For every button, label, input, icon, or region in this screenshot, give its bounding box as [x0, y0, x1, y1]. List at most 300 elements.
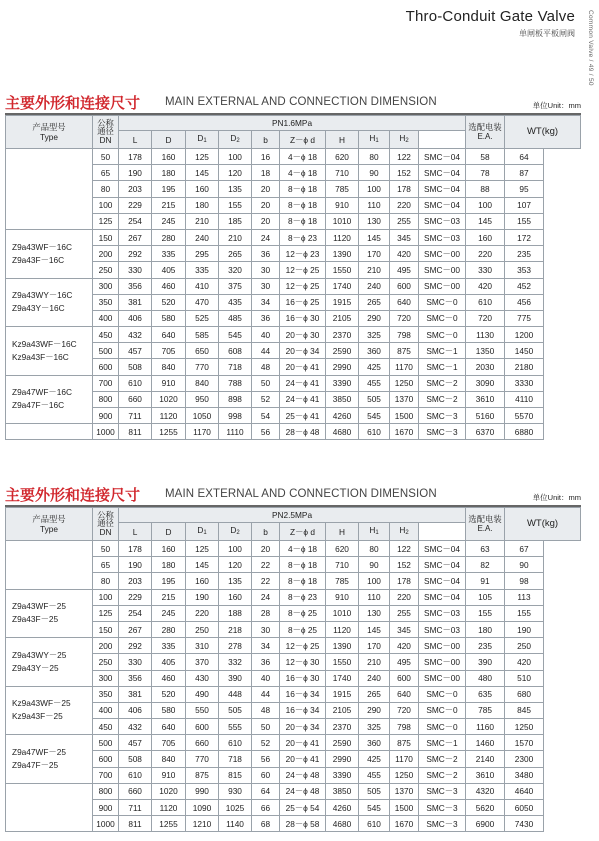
cell-D1: 180 — [186, 197, 219, 213]
cell-D2: 610 — [219, 735, 252, 751]
col-D1: D1 — [186, 523, 219, 541]
cell-b: 36 — [252, 310, 280, 326]
cell-wt1: 3610 — [466, 391, 505, 407]
cell-dn: 450 — [93, 719, 119, 735]
cell-bolt: 4－ϕ 18 — [280, 149, 326, 165]
cell-L: 711 — [119, 408, 152, 424]
side-page-label: Common Valve / 49 / 50 — [587, 10, 594, 86]
cell-b: 68 — [252, 816, 280, 832]
cell-bolt: 20－ϕ 34 — [280, 719, 326, 735]
cell-D2: 608 — [219, 343, 252, 359]
cell-L: 381 — [119, 686, 152, 702]
cell-dn: 600 — [93, 751, 119, 767]
model-name: Z9a47F－25 — [12, 760, 59, 771]
cell-H1: 145 — [359, 621, 390, 637]
cell-D1: 190 — [186, 589, 219, 605]
table-row — [6, 246, 581, 262]
cell-dn: 350 — [93, 686, 119, 702]
col-H2: H2 — [390, 523, 419, 541]
model-name: Z9a47F－16C — [12, 400, 65, 411]
cell-H1: 505 — [359, 391, 390, 407]
model-cell — [6, 638, 93, 687]
cell-b: 22 — [252, 573, 280, 589]
cell-wt1: 3090 — [466, 375, 505, 391]
cell-H1: 110 — [359, 589, 390, 605]
cell-D1: 600 — [186, 719, 219, 735]
cell-bolt: 20－ϕ 41 — [280, 751, 326, 767]
model-name: Z9a43WY－25 — [12, 649, 67, 660]
cell-D2: 555 — [219, 719, 252, 735]
model-cell — [6, 589, 93, 638]
cell-wt1: 88 — [466, 181, 505, 197]
cell-ea: SMC－03 — [419, 229, 466, 245]
cell-dn: 65 — [93, 165, 119, 181]
cell-wt1: 78 — [466, 165, 505, 181]
cell-H1: 545 — [359, 408, 390, 424]
cell-D2: 898 — [219, 391, 252, 407]
cell-wt1: 5160 — [466, 408, 505, 424]
cell-b: 48 — [252, 702, 280, 718]
cell-ea: SMC－2 — [419, 767, 466, 783]
cell-dn: 100 — [93, 197, 119, 213]
cell-b: 20 — [252, 213, 280, 229]
cell-H2: 122 — [390, 149, 419, 165]
cell-ea: SMC－2 — [419, 375, 466, 391]
cell-L: 610 — [119, 375, 152, 391]
cell-H2: 1670 — [390, 424, 419, 440]
cell-wt2: 1250 — [505, 719, 544, 735]
cell-bolt: 8－ϕ 18 — [280, 573, 326, 589]
cell-dn: 700 — [93, 375, 119, 391]
table-row — [6, 638, 581, 654]
cell-dn: 150 — [93, 621, 119, 637]
cell-H: 2990 — [326, 751, 359, 767]
col-model: 产品型号 Type — [6, 508, 93, 541]
cell-wt1: 63 — [466, 541, 505, 557]
cell-H2: 345 — [390, 229, 419, 245]
table-row — [6, 605, 581, 621]
cell-D1: 240 — [186, 229, 219, 245]
cell-L: 457 — [119, 735, 152, 751]
cell-ea: SMC－00 — [419, 654, 466, 670]
cell-H: 1120 — [326, 229, 359, 245]
cell-D2: 135 — [219, 181, 252, 197]
dimension-section-pn25 — [5, 484, 581, 832]
cell-D2: 120 — [219, 165, 252, 181]
cell-L: 406 — [119, 702, 152, 718]
cell-H: 785 — [326, 181, 359, 197]
cell-wt2: 64 — [505, 149, 544, 165]
cell-D2: 390 — [219, 670, 252, 686]
col-L: L — [119, 131, 152, 149]
cell-wt1: 100 — [466, 197, 505, 213]
col-H2: H2 — [390, 131, 419, 149]
cell-wt1: 610 — [466, 294, 505, 310]
cell-H2: 798 — [390, 327, 419, 343]
cell-D1: 310 — [186, 638, 219, 654]
cell-D2: 505 — [219, 702, 252, 718]
cell-D: 705 — [152, 343, 186, 359]
cell-D2: 1110 — [219, 424, 252, 440]
cell-L: 610 — [119, 767, 152, 783]
cell-wt1: 420 — [466, 278, 505, 294]
cell-D1: 525 — [186, 310, 219, 326]
model-name: Z9a47WF－25 — [12, 747, 66, 758]
cell-wt1: 58 — [466, 149, 505, 165]
cell-wt2: 2300 — [505, 751, 544, 767]
cell-D: 335 — [152, 638, 186, 654]
cell-b: 34 — [252, 638, 280, 654]
cell-bolt: 24－ϕ 41 — [280, 375, 326, 391]
col-dn: 公称 通径 DN — [93, 508, 119, 541]
cell-wt2: 2180 — [505, 359, 544, 375]
cell-D1: 1170 — [186, 424, 219, 440]
cell-H: 2990 — [326, 359, 359, 375]
cell-D2: 278 — [219, 638, 252, 654]
cell-H1: 425 — [359, 751, 390, 767]
cell-D: 335 — [152, 246, 186, 262]
cell-D: 215 — [152, 589, 186, 605]
cell-L: 178 — [119, 541, 152, 557]
cell-wt1: 6370 — [466, 424, 505, 440]
cell-wt2: 845 — [505, 702, 544, 718]
cell-H2: 1500 — [390, 800, 419, 816]
model-name: Kz9a43WF－25 — [12, 698, 71, 709]
cell-bolt: 8－ϕ 25 — [280, 621, 326, 637]
cell-H2: 495 — [390, 654, 419, 670]
table-row — [6, 391, 581, 407]
model-name: Z9a47WF－16C — [12, 387, 72, 398]
cell-b: 48 — [252, 359, 280, 375]
cell-L: 811 — [119, 424, 152, 440]
dimension-table — [5, 115, 581, 440]
col-b: b — [252, 523, 280, 541]
cell-dn: 500 — [93, 343, 119, 359]
cell-D1: 490 — [186, 686, 219, 702]
cell-L: 203 — [119, 181, 152, 197]
cell-ea: SMC－04 — [419, 557, 466, 573]
col-D2: D2 — [219, 131, 252, 149]
cell-dn: 1000 — [93, 816, 119, 832]
cell-b: 30 — [252, 278, 280, 294]
cell-H2: 1370 — [390, 783, 419, 799]
table-row — [6, 621, 581, 637]
table-row — [6, 375, 581, 391]
cell-H1: 80 — [359, 541, 390, 557]
model-name: Z9a43Y－25 — [12, 662, 59, 673]
cell-b: 18 — [252, 165, 280, 181]
cell-D2: 185 — [219, 213, 252, 229]
cell-L: 229 — [119, 197, 152, 213]
cell-D2: 485 — [219, 310, 252, 326]
cell-H1: 100 — [359, 181, 390, 197]
cell-bolt: 28－ϕ 58 — [280, 816, 326, 832]
cell-H: 2590 — [326, 343, 359, 359]
col-weight: WT(kg) — [505, 116, 581, 149]
table-row — [6, 165, 581, 181]
cell-dn: 400 — [93, 702, 119, 718]
section-title-en: MAIN EXTERNAL AND CONNECTION DIMENSION — [165, 488, 437, 500]
cell-L: 432 — [119, 719, 152, 735]
cell-ea: SMC－3 — [419, 424, 466, 440]
cell-D: 1120 — [152, 800, 186, 816]
cell-L: 292 — [119, 638, 152, 654]
cell-H1: 455 — [359, 767, 390, 783]
model-cell — [6, 229, 93, 278]
cell-H2: 1500 — [390, 408, 419, 424]
model-cell — [6, 327, 93, 376]
cell-D1: 770 — [186, 359, 219, 375]
cell-D2: 718 — [219, 359, 252, 375]
cell-L: 660 — [119, 783, 152, 799]
cell-bolt: 16－ϕ 30 — [280, 310, 326, 326]
cell-H2: 720 — [390, 702, 419, 718]
table-row — [6, 541, 581, 557]
cell-D1: 210 — [186, 213, 219, 229]
cell-b: 44 — [252, 686, 280, 702]
cell-H: 4260 — [326, 408, 359, 424]
cell-ea: SMC－04 — [419, 165, 466, 181]
cell-wt2: 98 — [505, 573, 544, 589]
cell-wt2: 235 — [505, 246, 544, 262]
cell-wt2: 420 — [505, 654, 544, 670]
cell-H2: 178 — [390, 181, 419, 197]
cell-ea: SMC－0 — [419, 294, 466, 310]
table-row — [6, 557, 581, 573]
cell-L: 811 — [119, 816, 152, 832]
cell-H1: 210 — [359, 654, 390, 670]
cell-H: 710 — [326, 557, 359, 573]
cell-H: 1390 — [326, 246, 359, 262]
cell-ea: SMC－00 — [419, 262, 466, 278]
table-row — [6, 424, 581, 440]
cell-H1: 90 — [359, 165, 390, 181]
cell-H1: 425 — [359, 359, 390, 375]
cell-bolt: 8－ϕ 18 — [280, 197, 326, 213]
cell-H2: 1250 — [390, 375, 419, 391]
table-body — [6, 541, 581, 832]
cell-D2: 120 — [219, 557, 252, 573]
cell-H: 2105 — [326, 310, 359, 326]
cell-dn: 700 — [93, 767, 119, 783]
cell-b: 30 — [252, 262, 280, 278]
cell-H1: 325 — [359, 327, 390, 343]
cell-ea: SMC－3 — [419, 783, 466, 799]
cell-H: 1915 — [326, 686, 359, 702]
cell-D: 405 — [152, 654, 186, 670]
cell-b: 30 — [252, 621, 280, 637]
cell-b: 28 — [252, 605, 280, 621]
cell-D1: 990 — [186, 783, 219, 799]
cell-wt1: 160 — [466, 229, 505, 245]
cell-bolt: 12－ϕ 25 — [280, 638, 326, 654]
cell-dn: 65 — [93, 557, 119, 573]
cell-dn: 500 — [93, 735, 119, 751]
cell-D1: 770 — [186, 751, 219, 767]
cell-D: 580 — [152, 310, 186, 326]
cell-dn: 125 — [93, 213, 119, 229]
table-row — [6, 589, 581, 605]
cell-ea: SMC－03 — [419, 605, 466, 621]
cell-b: 40 — [252, 670, 280, 686]
model-cell — [6, 375, 93, 424]
cell-wt1: 235 — [466, 638, 505, 654]
cell-D2: 998 — [219, 408, 252, 424]
cell-wt1: 1130 — [466, 327, 505, 343]
table-row — [6, 197, 581, 213]
cell-H2: 420 — [390, 246, 419, 262]
cell-H1: 240 — [359, 278, 390, 294]
cell-D: 245 — [152, 213, 186, 229]
cell-H1: 265 — [359, 294, 390, 310]
cell-wt1: 1460 — [466, 735, 505, 751]
cell-H2: 1370 — [390, 391, 419, 407]
cell-D1: 160 — [186, 181, 219, 197]
cell-H2: 420 — [390, 638, 419, 654]
table-row — [6, 686, 581, 702]
cell-wt2: 1570 — [505, 735, 544, 751]
table-row — [6, 343, 581, 359]
cell-wt2: 155 — [505, 213, 544, 229]
cell-H2: 122 — [390, 541, 419, 557]
table-row — [6, 719, 581, 735]
cell-ea: SMC－03 — [419, 621, 466, 637]
cell-ea: SMC－00 — [419, 246, 466, 262]
cell-b: 36 — [252, 246, 280, 262]
cell-b: 50 — [252, 719, 280, 735]
cell-b: 56 — [252, 424, 280, 440]
cell-H1: 610 — [359, 424, 390, 440]
cell-D1: 470 — [186, 294, 219, 310]
cell-H1: 130 — [359, 213, 390, 229]
cell-D2: 265 — [219, 246, 252, 262]
cell-D: 180 — [152, 165, 186, 181]
cell-wt2: 775 — [505, 310, 544, 326]
cell-H: 3390 — [326, 767, 359, 783]
cell-H1: 290 — [359, 310, 390, 326]
cell-H: 710 — [326, 165, 359, 181]
cell-H2: 152 — [390, 165, 419, 181]
cell-ea: SMC－3 — [419, 816, 466, 832]
cell-H2: 220 — [390, 589, 419, 605]
cell-D2: 448 — [219, 686, 252, 702]
cell-D: 280 — [152, 621, 186, 637]
cell-D2: 100 — [219, 149, 252, 165]
cell-H: 3850 — [326, 783, 359, 799]
col-ea: 选配电装 E.A. — [466, 508, 505, 541]
cell-ea: SMC－03 — [419, 213, 466, 229]
cell-bolt: 12－ϕ 30 — [280, 654, 326, 670]
cell-L: 660 — [119, 391, 152, 407]
cell-H1: 360 — [359, 343, 390, 359]
dimension-section-pn16 — [5, 92, 581, 440]
cell-D: 520 — [152, 294, 186, 310]
table-row — [6, 816, 581, 832]
cell-D: 245 — [152, 605, 186, 621]
cell-D2: 1140 — [219, 816, 252, 832]
cell-L: 292 — [119, 246, 152, 262]
cell-dn: 250 — [93, 262, 119, 278]
page-subtitle: 单闸板平板闸阀 — [519, 29, 575, 38]
cell-b: 66 — [252, 800, 280, 816]
cell-D: 195 — [152, 573, 186, 589]
cell-D: 180 — [152, 557, 186, 573]
cell-wt2: 67 — [505, 541, 544, 557]
section-heading — [5, 484, 581, 504]
cell-D: 215 — [152, 197, 186, 213]
cell-D2: 218 — [219, 621, 252, 637]
cell-L: 457 — [119, 343, 152, 359]
col-bolt: Z－ϕ d — [280, 523, 326, 541]
cell-wt2: 4110 — [505, 391, 544, 407]
cell-b: 50 — [252, 375, 280, 391]
cell-D2: 930 — [219, 783, 252, 799]
cell-bolt: 4－ϕ 18 — [280, 541, 326, 557]
cell-ea: SMC－04 — [419, 181, 466, 197]
cell-bolt: 16－ϕ 30 — [280, 670, 326, 686]
cell-L: 432 — [119, 327, 152, 343]
cell-D2: 788 — [219, 375, 252, 391]
cell-L: 190 — [119, 165, 152, 181]
cell-dn: 80 — [93, 573, 119, 589]
cell-bolt: 8－ϕ 18 — [280, 213, 326, 229]
cell-wt1: 145 — [466, 213, 505, 229]
cell-D: 405 — [152, 262, 186, 278]
cell-dn: 50 — [93, 149, 119, 165]
cell-H2: 640 — [390, 686, 419, 702]
cell-H2: 1170 — [390, 359, 419, 375]
cell-bolt: 25－ϕ 54 — [280, 800, 326, 816]
dimension-table — [5, 507, 581, 832]
cell-ea: SMC－0 — [419, 686, 466, 702]
cell-ea: SMC－04 — [419, 573, 466, 589]
cell-dn: 450 — [93, 327, 119, 343]
cell-wt1: 82 — [466, 557, 505, 573]
cell-wt1: 635 — [466, 686, 505, 702]
cell-H1: 610 — [359, 816, 390, 832]
cell-dn: 350 — [93, 294, 119, 310]
cell-H1: 130 — [359, 605, 390, 621]
model-name: Kz9a43WF－16C — [12, 338, 77, 349]
cell-H: 1915 — [326, 294, 359, 310]
cell-b: 20 — [252, 181, 280, 197]
cell-bolt: 20－ϕ 34 — [280, 343, 326, 359]
cell-b: 52 — [252, 391, 280, 407]
model-name: Z9a43WY－16C — [12, 290, 73, 301]
cell-H1: 265 — [359, 686, 390, 702]
cell-L: 267 — [119, 621, 152, 637]
cell-b: 44 — [252, 343, 280, 359]
cell-D: 840 — [152, 359, 186, 375]
cell-H2: 255 — [390, 213, 419, 229]
cell-L: 330 — [119, 262, 152, 278]
cell-ea: SMC－0 — [419, 327, 466, 343]
cell-dn: 1000 — [93, 424, 119, 440]
col-D2: D2 — [219, 523, 252, 541]
cell-dn: 800 — [93, 391, 119, 407]
cell-b: 16 — [252, 149, 280, 165]
cell-b: 52 — [252, 735, 280, 751]
cell-wt2: 113 — [505, 589, 544, 605]
col-D: D — [152, 131, 186, 149]
cell-bolt: 4－ϕ 18 — [280, 165, 326, 181]
cell-b: 24 — [252, 229, 280, 245]
cell-D2: 135 — [219, 573, 252, 589]
cell-ea: SMC－2 — [419, 751, 466, 767]
cell-dn: 200 — [93, 246, 119, 262]
table-row — [6, 310, 581, 326]
cell-ea: SMC－04 — [419, 589, 466, 605]
